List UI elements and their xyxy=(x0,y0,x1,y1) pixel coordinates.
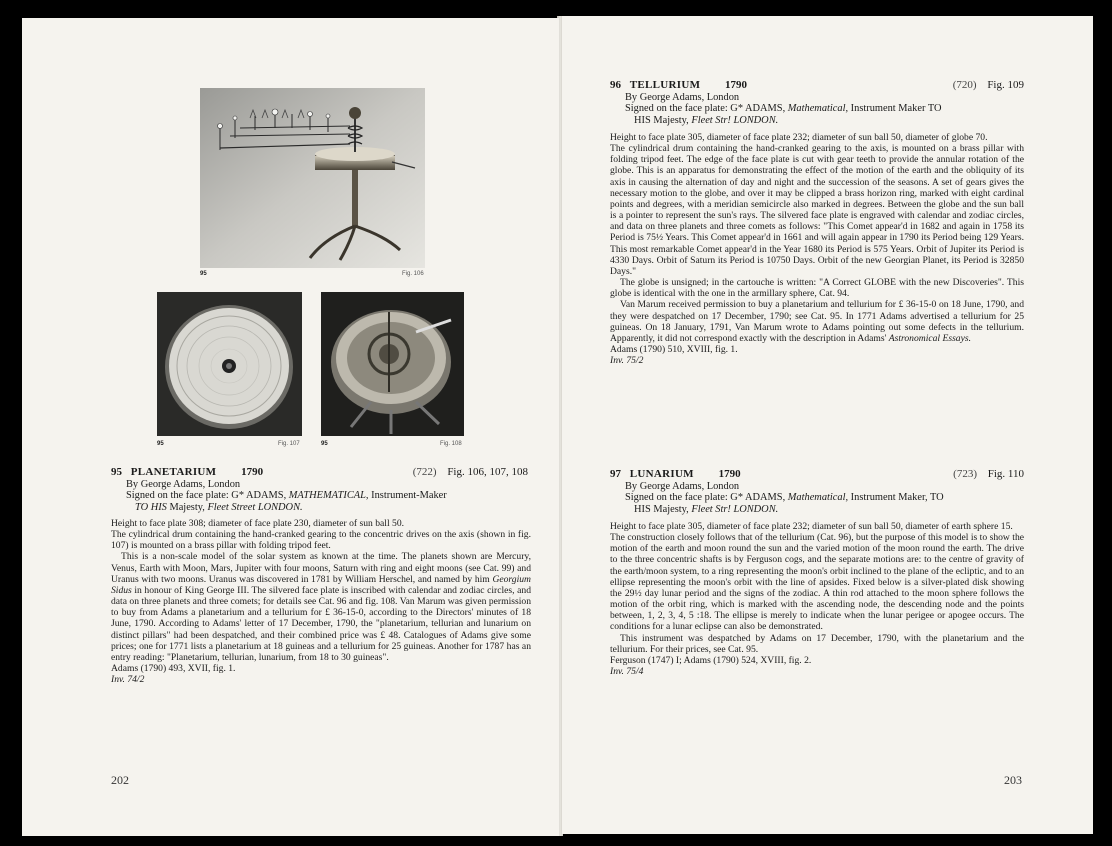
fig108-catalogue-number: 95 xyxy=(321,441,328,447)
entry-95-maker-line2: Signed on the face plate: G* ADAMS, MATHEMATICAL, Instrument-Maker xyxy=(126,490,447,502)
entry-95-maker-line3: TO HIS Majesty, Fleet Street LONDON. xyxy=(135,501,303,513)
planetarium-photo xyxy=(200,88,425,268)
gearing-photo xyxy=(321,292,464,436)
entry-96-reference: Adams (1790) 510, XVIII, fig. 1. xyxy=(610,343,738,355)
fig108-label: Fig. 108 xyxy=(440,441,462,447)
entry-95-ref: (722) xyxy=(412,466,437,478)
entry-96-ref: (720) xyxy=(952,79,977,91)
entry-97-dimensions: Height to face plate 305, diameter of face plate 232; diameter of sun ball 50, diameter of earth sphere 15. xyxy=(610,521,1013,532)
entry-96-maker-line1: By George Adams, London xyxy=(625,92,740,103)
entry-97-title: LUNARIUM xyxy=(629,468,694,480)
entry-95-history: This is a non-scale model of the solar system as known at the time. The planets shown are Mercury, Venus, Earth with Moon, Mars, Jupiter with four moons, Saturn with ring and eight moons (see Cat. 99) and Uranus with two moons. Uranus was discovered in 1781 by William Herschel, and named by him Georgium Sidus in honour of King George III. The silvered face plate is inscribed with calendar and zodiac circles, and data on three planets and three comets; for details see Cat. 96 and fig. 108. Van Marum was given permission to buy from Adams a planetarium and a tellurium for £ 36-15-0, according to the Directors' minutes of 18 June, 1790. According to Adams' letter of 17 December, 1790, the "planetarium, tellurian and lunarium on distinct pillars" had been despatched, and their combined price was £ 48. Catalogues of Adams give some prices; one for 1771 lists a planetarium at 18 guineas and a tellurium for 25 guineas. Another for 1787 has an entry reading: "Planetarium, tellurian, lunarium, from 18 to 30 guineas". xyxy=(111,551,531,663)
entry-97-description: The construction closely follows that of the tellurium (Cat. 96), but the purpose of this model is to show the motion of the earth and moon round the sun and the varied motion of the moon round the earth. The drive to the three concentric shafts is by Ferguson cogs, and the separate motions are: to the centre of gravity of the earth/moon system, to a ring representing the moon's orbit inclined to the plane of the ecliptic, and to an ellipse representing the moon's orbit with the line of apsides. Fixed below is a silver-plated disk showing the 29½ day lunar period and the signs of the zodiac. A thin rod attached to the moon sphere follows the motion of the orbit ring, which is marked with the ascending node, the descending node and the points between, 1, 2, 3, 4, 5 :18. The ellipse is merely to indicate when the lunar perigee or apogee occurs. The conditions for a lunar eclipse can also be demonstrated. xyxy=(610,532,1024,633)
fig107-label: Fig. 107 xyxy=(278,441,300,447)
right-folio: 203 xyxy=(1004,773,1022,787)
gearing-illustration xyxy=(321,292,464,436)
entry-96-maker-line2: Signed on the face plate: G* ADAMS, Mathematical, Instrument Maker TO xyxy=(625,103,942,115)
fig107-catalogue-number: 95 xyxy=(157,441,164,447)
fig106-catalogue-number: 95 xyxy=(200,271,207,277)
entry-95-heading xyxy=(111,466,528,478)
face-plate-photo xyxy=(157,292,302,436)
entry-96-figs: Fig. 109 xyxy=(987,79,1024,91)
entry-95-year: 1790 xyxy=(241,466,264,478)
entry-96-inventory: Inv. 75/2 xyxy=(610,355,644,367)
entry-95-figs: Fig. 106, 107, 108 xyxy=(447,466,528,478)
entry-97-ref: (723) xyxy=(953,468,977,480)
entry-97-reference: Ferguson (1747) I; Adams (1790) 524, XVIII, fig. 2. xyxy=(610,654,812,666)
entry-96-history: Van Marum received permission to buy a planetarium and tellurium for £ 36-15-0 on 18 June, 1790, and they were despatched on 17 December, 1790; see Cat. 95. In 1771 Adams advertised a tellurium for 25 guineas. On 18 January, 1791, Van Marum wrote to Adams pointing out some defects in the tellurium. Apparently, it did not correspond exactly with the description in Adams' Astronomical Essays. xyxy=(610,299,1024,344)
entry-97-maker xyxy=(625,481,1025,515)
entry-95-description: The cylindrical drum containing the hand-cranked gearing to the concentric drives on the axis (shown in fig. 107) is mounted on a brass pillar with folding tripod feet. xyxy=(111,529,531,552)
entry-97-inventory: Inv. 75/4 xyxy=(610,666,644,678)
entry-97-maker-line3: HIS Majesty, Fleet Str! LONDON. xyxy=(634,503,779,515)
entry-97-history: This instrument was despatched by Adams on 17 December, 1790, with the planetarium and the tellurium. For their prices, see Cat. 95. xyxy=(610,632,1024,655)
entry-97-figs: Fig. 110 xyxy=(987,468,1024,480)
entry-95-number: 95 xyxy=(111,466,122,478)
entry-95-reference: Adams (1790) 493, XVII, fig. 1. xyxy=(111,663,236,675)
entry-96-dimensions: Height to face plate 305, diameter of face plate 232; diameter of sun ball 50, diameter of globe 70. xyxy=(610,132,988,143)
entry-97-year: 1790 xyxy=(718,468,741,480)
left-folio: 202 xyxy=(111,773,129,787)
entry-95-maker-line1: By George Adams, London xyxy=(126,479,241,490)
entry-95-inventory: Inv. 74/2 xyxy=(111,674,145,686)
entry-97-heading xyxy=(610,468,1024,480)
left-page xyxy=(22,18,559,836)
entry-96-number: 96 xyxy=(610,79,621,91)
entry-96-title: TELLURIUM xyxy=(629,79,701,91)
entry-97-number: 97 xyxy=(610,468,621,480)
entry-95-maker xyxy=(126,479,531,513)
entry-96-body xyxy=(610,132,1024,366)
entry-96-maker-line3: HIS Majesty, Fleet Str! LONDON. xyxy=(634,114,779,126)
right-page xyxy=(562,16,1093,834)
entry-97-body xyxy=(610,521,1024,677)
entry-96-heading xyxy=(610,79,1024,91)
entry-96-maker xyxy=(625,92,1025,126)
entry-97-maker-line1: By George Adams, London xyxy=(625,481,740,492)
planetarium-illustration xyxy=(200,88,425,268)
entry-95-dimensions: Height to face plate 308; diameter of face plate 230, diameter of sun ball 50. xyxy=(111,518,405,529)
fig106-label: Fig. 106 xyxy=(402,271,424,277)
entry-96-description: The cylindrical drum containing the hand-cranked gearing to the axis, is mounted on a brass pillar with folding tripod feet. The edge of the face plate is cut with gear teeth to provide the annular rotation of the globe. This is an apparatus for demonstrating the effect of the motion of the earth and the obliquity of its axis in causing the alternation of day and night and the succession of the seasons. A set of gears gives the necessary motion to the globe, and over it may be clipped a brass horizon ring, marked with eight cardinal points and degrees, with a meridian semicircle also marked in degrees. Between the globe and the sun ball is a pointer to represent the sun's rays. The silvered face plate is engraved with calendar and zodiac circles, and data on three planets and three comets as follows: "This Comet appear'd in 1682 and again in 1758 its Period is 75½ Years. This Comet appear'd in 1661 and will again appear in 1790 its Period being 129 Years. This most remarkable Comet appear'd in the Year 1680 its Period is 575 Years. Orbit of Jupiter its Period is 4330 Days. Orbit of Saturn its Period is 10750 Days. Orbit of the new Georgian Planet, its Period is 32850 Days." xyxy=(610,143,1024,277)
entry-96-year: 1790 xyxy=(725,79,748,91)
face-plate-illustration xyxy=(157,292,302,436)
entry-96-globe: The globe is unsigned; in the cartouche is written: "A Correct GLOBE with the new Discoveries". This globe is identical with the one in the armillary sphere, Cat. 94. xyxy=(610,277,1024,300)
entry-95-title: PLANETARIUM xyxy=(130,466,217,478)
entry-97-maker-line2: Signed on the face plate: G* ADAMS, Mathematical, Instrument Maker, TO xyxy=(625,492,944,504)
entry-95-body xyxy=(111,518,531,685)
